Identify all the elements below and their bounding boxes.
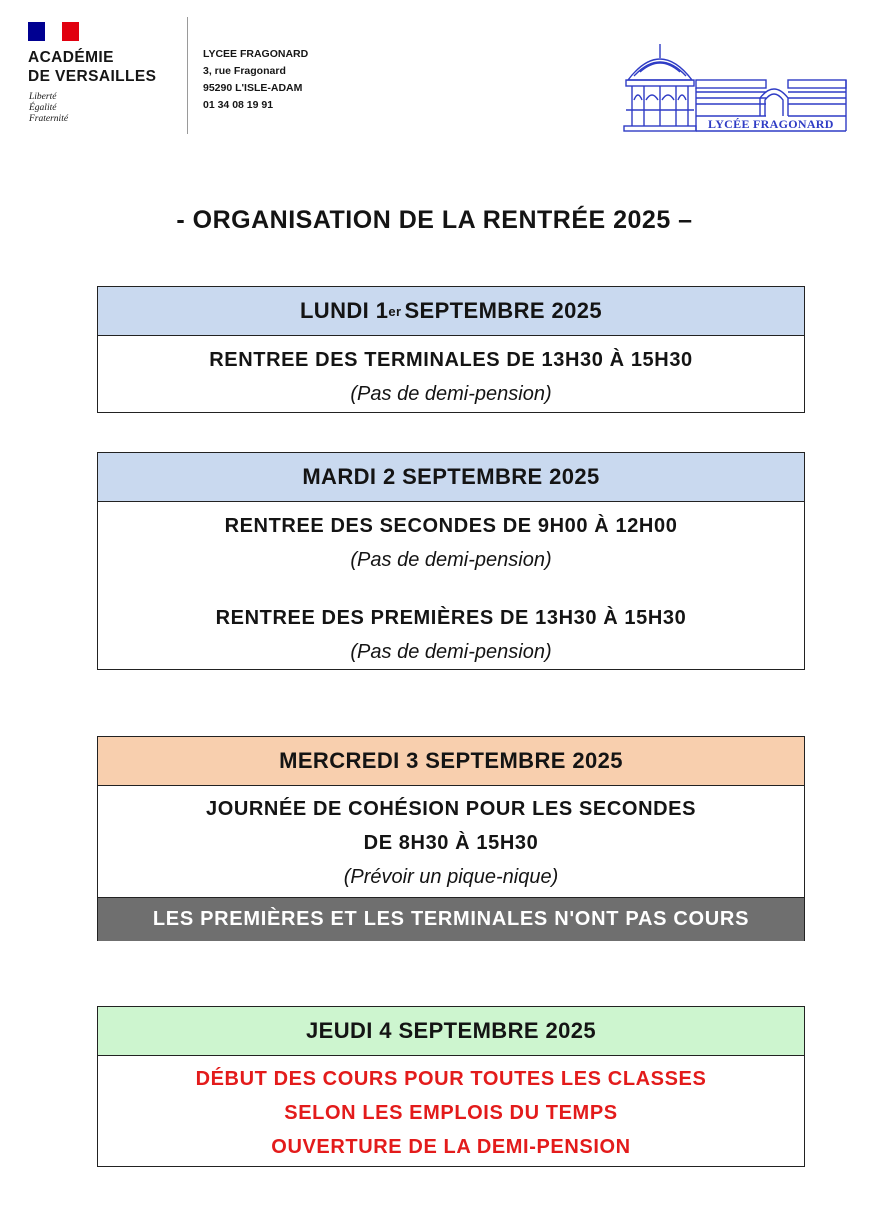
- school-address: [203, 46, 308, 114]
- tuesday-line-1: RENTREE DES SECONDES DE 9H00 À 12H00: [224, 515, 678, 537]
- day-heading-wednesday: MERCREDI 3 SEPTEMBRE 2025: [98, 737, 804, 786]
- tuesday-body: [98, 502, 804, 669]
- monday-body: [98, 336, 804, 411]
- day-box-monday: [97, 286, 805, 413]
- academie-line-1: ACADÉMIE: [28, 49, 114, 66]
- day-box-tuesday: [97, 452, 805, 670]
- monday-line-2: (Pas de demi-pension): [350, 383, 552, 405]
- motto-egalite: Égalité: [29, 103, 57, 113]
- day-box-wednesday: [97, 736, 805, 941]
- monday-line-1: RENTREE DES TERMINALES DE 13H30 À 15H30: [209, 349, 693, 371]
- tuesday-line-3: RENTREE DES PREMIÈRES DE 13H30 À 15H30: [215, 607, 687, 629]
- wednesday-line-2: DE 8H30 À 15H30: [363, 832, 539, 854]
- republique-flag-logo: [28, 22, 79, 41]
- monday-heading-sup: er: [388, 303, 402, 319]
- header-divider: [187, 17, 188, 134]
- academie-line-2: DE VERSAILLES: [28, 68, 157, 85]
- page-title: - ORGANISATION DE LA RENTRÉE 2025 –: [176, 206, 693, 234]
- motto-liberte: Liberté: [29, 92, 57, 102]
- wednesday-body: [98, 786, 804, 897]
- wednesday-line-1: JOURNÉE DE COHÉSION POUR LES SECONDES: [205, 798, 697, 820]
- day-box-thursday: [97, 1006, 805, 1167]
- lycee-logo-text: LYCÉE FRAGONARD: [708, 117, 834, 131]
- republique-motto: [29, 92, 68, 125]
- thursday-line-1: DÉBUT DES COURS POUR TOUTES LES CLASSES: [195, 1068, 707, 1090]
- tuesday-line-2: (Pas de demi-pension): [350, 549, 552, 571]
- thursday-body: [98, 1056, 804, 1164]
- monday-heading-text: LUNDI 1: [299, 298, 389, 323]
- monday-heading-rest: SEPTEMBRE 2025: [404, 298, 603, 323]
- school-name: LYCEE FRAGONARD: [203, 48, 309, 60]
- wednesday-line-3: (Prévoir un pique-nique): [343, 866, 559, 888]
- wednesday-notice-bar: LES PREMIÈRES ET LES TERMINALES N'ONT PAS COURS: [98, 897, 804, 941]
- tuesday-line-4: (Pas de demi-pension): [350, 641, 552, 663]
- school-city: 95290 L'ISLE-ADAM: [203, 82, 303, 94]
- motto-fraternite: Fraternité: [29, 114, 69, 124]
- school-street: 3, rue Fragonard: [203, 65, 286, 77]
- school-phone: 01 34 08 19 91: [203, 99, 274, 111]
- day-heading-tuesday: MARDI 2 SEPTEMBRE 2025: [98, 453, 804, 502]
- thursday-line-2: SELON LES EMPLOIS DU TEMPS: [284, 1102, 618, 1124]
- academie-name: [28, 48, 156, 86]
- day-heading-monday: [98, 287, 804, 336]
- day-heading-thursday: JEUDI 4 SEPTEMBRE 2025: [98, 1007, 804, 1056]
- thursday-line-3: OUVERTURE DE LA DEMI-PENSION: [271, 1136, 631, 1158]
